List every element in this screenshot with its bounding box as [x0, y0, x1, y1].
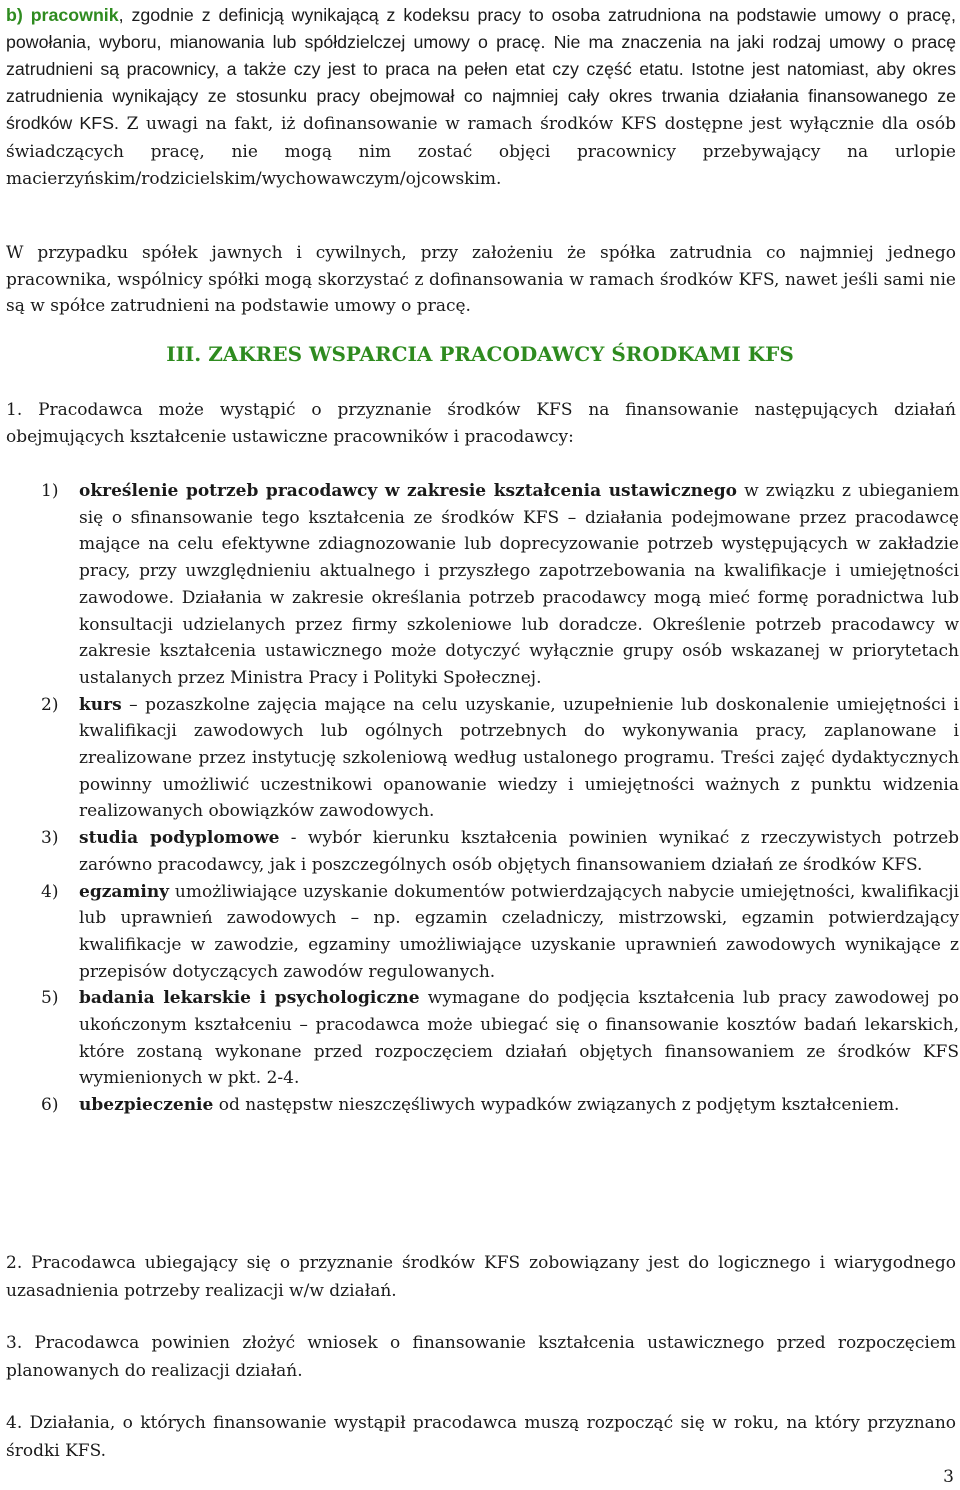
list-item: [41, 879, 959, 986]
list-item-text: od następstw nieszczęśliwych wypadków związanych z podjętym kształceniem.: [213, 1095, 900, 1116]
point-4: 4. Działania, o których finansowanie wystąpił pracodawca muszą rozpocząć się w roku, na który przyznano środki KFS.: [6, 1413, 956, 1461]
list-item-term: określenie potrzeb pracodawcy w zakresie kształcenia ustawicznego: [79, 481, 737, 501]
list-item: [41, 692, 959, 826]
list-number: 5): [41, 988, 59, 1009]
list-item-text: - wybór kierunku kształcenia powinien wynikać z rzeczywistych potrzeb zarówno pracodawcy, jak i poszczególnych osób objętych finansowaniem działań ze środków KFS.: [79, 828, 960, 875]
activity-list: [41, 478, 959, 1119]
list-number: 2): [41, 694, 59, 715]
list-item-text: – pozaszkolne zajęcia mające na celu uzyskanie, uzupełnienie lub doskonalenie umiejętności i kwalifikacji zawodowych lub ogólnych potrzebnych do wykonywania pracy, zaplanowane i zrealizowane przez instytucję szkoleniową według ustalonego programu. Treści zajęć dydaktycznych powinny umożliwić uczestnikowi opanowanie wiedzy i umiejętności ważnych z punktu widzenia realizowanych obowiązków zawodowych.: [79, 694, 959, 822]
list-number: 4): [41, 881, 59, 902]
paragraph-partners: W przypadku spółek jawnych i cywilnych, przy założeniu że spółka zatrudnia co najmniej jednego pracownika, wspólnicy spółki mogą skorzystać z dofinansowania w ramach środków KFS, nawet jeśli sami nie są w spółce zatrudnieni na podstawie umowy o pracę.: [6, 243, 956, 317]
list-item-term: ubezpieczenie: [79, 1095, 214, 1116]
section-heading: III. ZAKRES WSPARCIA PRACODAWCY ŚRODKAMI KFS: [166, 342, 794, 366]
list-item-term: studia podyplomowe: [79, 828, 280, 849]
paragraph-text-tail: Z uwagi na fakt, iż dofinansowanie w ramach środków KFS dostępne jest wyłącznie dla osób świadczących pracę, nie mogą nim zostać objęci pracownicy przebywający na urlopie macierzyńskim/rodzicielskim/wychowawczym/ojcowskim.: [6, 113, 956, 190]
list-number: 1): [41, 481, 59, 501]
list-item: [41, 478, 959, 692]
list-item: [41, 1092, 959, 1119]
paragraph-employee-definition: [6, 2, 956, 193]
list-item-term: kurs: [79, 694, 122, 715]
paragraph-text: , zgodnie z definicją wynikającą z kodeksu pracy to osoba zatrudniona na podstawie umowy o pracę, powołania, wyboru, mianowania lub spółdzielczej umowy o pracę. Nie ma znaczenia na jaki rodzaj umowy o pracę zatrudnieni są pracownicy, a także czy jest to praca na pełen etat czy część etatu. Istotne jest natomiast, aby okres zatrudnienia wynikający ze stosunku pracy obejmował co najmniej cały okres trwania działania finansowanego ze środków KFS.: [6, 5, 956, 133]
list-item: [41, 825, 959, 878]
list-item: [41, 985, 959, 1092]
list-item-term: badania lekarskie i psychologiczne: [79, 988, 420, 1009]
list-item-text: umożliwiające uzyskanie dokumentów potwierdzających nabycie umiejętności, kwalifikacji lub uprawnień zawodowych – np. egzamin czeladniczy, mistrzowski, egzamin potwierdzający kwalifikacje w zawodzie, egzaminy umożliwiające uzyskanie uprawnień zawodowych wynikające z przepisów dotyczących zawodów regulowanych.: [79, 881, 959, 982]
list-number: 3): [41, 828, 59, 849]
list-item-term: egzaminy: [79, 881, 170, 902]
list-number: 6): [41, 1095, 59, 1116]
point-2: 2. Pracodawca ubiegający się o przyznanie środków KFS zobowiązany jest do logicznego i wiarygodnego uzasadnienia potrzeby realizacji w/w działań.: [6, 1253, 956, 1301]
point-1-intro: 1. Pracodawca może wystąpić o przyznanie środków KFS na finansowanie następujących działań obejmujących kształcenie ustawiczne pracowników i pracodawcy:: [6, 400, 956, 447]
term-label: b) pracownik: [6, 5, 119, 25]
list-item-text: wymagane do podjęcia kształcenia lub pracy zawodowej po ukończonym kształceniu – pracodawca może ubiegać się o finansowanie kosztów badań lekarskich, które zostaną wykonane przed rozpoczęciem działań objętych finansowaniem ze środków KFS wymienionych w pkt. 2-4.: [79, 988, 959, 1089]
point-3: 3. Pracodawca powinien złożyć wniosek o finansowanie kształcenia ustawicznego przed rozpoczęciem planowanych do realizacji działań.: [6, 1333, 956, 1381]
list-item-text: w związku z ubieganiem się o sfinansowanie tego kształcenia ze środków KFS – działania podejmowane przez pracodawcę mające na celu efektywne zdiagnozowanie lub doprecyzowanie potrzeb występujących w zakładzie pracy, przy uwzględnieniu aktualnego i przyszłego zapotrzebowania na kwalifikacje i umiejętności zawodowe. Działania w zakresie określania potrzeb pracodawcy mogą mieć formę poradnictwa lub konsultacji udzielanych przez firmy szkoleniowe lub doradcze. Określenie potrzeb pracodawcy w zakresie kształcenia ustawicznego może dotyczyć wyłącznie grupy osób wskazanej w priorytetach ustalanych przez Ministra Pracy i Polityki Społecznej.: [79, 481, 959, 688]
page-number: 3: [943, 1467, 954, 1487]
